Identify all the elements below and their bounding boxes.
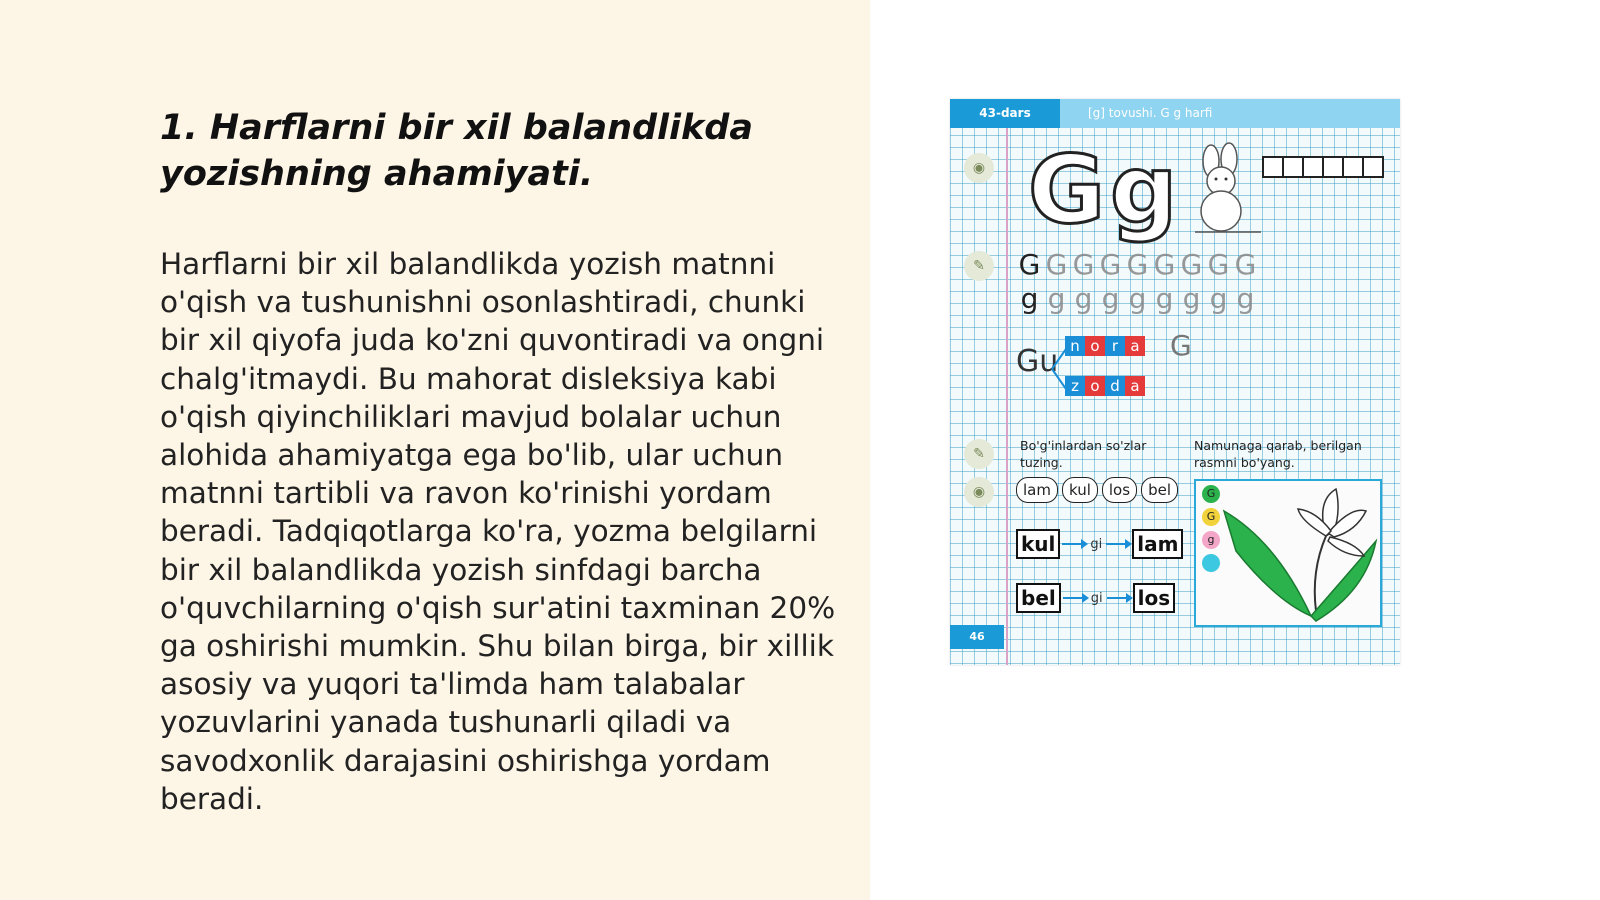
syllable-list <box>1016 477 1182 503</box>
letter-box <box>1282 156 1304 178</box>
color-dot-pink: g <box>1202 531 1220 549</box>
slide-body: Harflarni bir xil balandlikda yozish matnni o'qish va tushunishni osonlashtiradi, chunki bir xil qiyofa juda ko'zni quvontiradi va ongni chalg'itmaydi. Bu mahorat disleksiya kabi o'qish qiyinchiliklari mavjud bolalar uchun alohida ahamiyatga ega bo'lib, ular uchun matnni tartibli va ravon ko'rinishi yordam beradi. Tadqiqotlarga ko'ra, yozma belgilarni bir xil balandlikda yozish sinfdagi barcha o'quvchilarning o'qish sur'atini taxminan 20% ga oshirishi mumkin. Shu bilan birga, bir xillik asosiy va yuqori ta'limda ham talabalar yozuvlarini yanada tushunarli qiladi va savodxonlik darajasini oshirishga yordam beradi. <box>160 247 836 816</box>
bunny-illustration <box>1185 139 1265 239</box>
trace-letter: G <box>1207 248 1230 281</box>
trace-letter: G <box>1180 248 1203 281</box>
word-chain-1 <box>1016 529 1183 559</box>
trace-letter: G <box>1126 248 1149 281</box>
page-header <box>950 99 1400 128</box>
trace-row-lower <box>1016 283 1259 315</box>
word-box: bel <box>1016 583 1061 613</box>
trace-letter: g <box>1209 282 1228 315</box>
trace-letter: G <box>1153 248 1176 281</box>
trace-letter: G <box>1099 248 1122 281</box>
trace-letter: g <box>1155 282 1174 315</box>
trace-letter: g <box>1101 282 1120 315</box>
big-letter-upper: G <box>1028 136 1106 245</box>
word-chain-2 <box>1016 583 1175 613</box>
word-box: lam <box>1132 529 1183 559</box>
syllable-cell: o <box>1085 376 1105 396</box>
syllable-bubble: los <box>1102 477 1137 503</box>
page-number: 46 <box>950 625 1004 649</box>
workbook-page-image <box>950 99 1400 665</box>
pencil-icon: ✎ <box>964 251 994 281</box>
lesson-title: [g] tovushi. G g harfi <box>1088 106 1213 120</box>
syllable-cell: r <box>1105 336 1125 356</box>
gu-syllable: Gu <box>1016 344 1059 379</box>
flower-illustration <box>1216 481 1380 625</box>
trace-letter: G <box>1045 248 1068 281</box>
trace-row-upper <box>1016 249 1259 281</box>
syllable-cell: a <box>1125 336 1145 356</box>
instruction-make-words: Bo'g'inlardan so'zlar tuzing. <box>1020 438 1147 470</box>
letter-box <box>1262 156 1284 178</box>
color-dot-green: G <box>1202 485 1220 503</box>
trace-letter: g <box>1074 282 1093 315</box>
color-dot-yellow: G <box>1202 508 1220 526</box>
big-letter-lower: g <box>1110 136 1178 245</box>
g-letter: G <box>1170 329 1192 362</box>
syllable-cell: a <box>1125 376 1145 396</box>
trace-letter: g <box>1020 282 1039 315</box>
arrow-icon <box>1106 543 1130 545</box>
trace-letter: g <box>1128 282 1147 315</box>
eye-icon: ◉ <box>964 477 994 507</box>
word-box: kul <box>1016 529 1060 559</box>
letter-box <box>1362 156 1384 178</box>
syllable-cell: n <box>1065 336 1085 356</box>
syllable-bubble: kul <box>1062 477 1098 503</box>
syllable-row-zoda <box>1065 376 1145 396</box>
syllable-cell: z <box>1065 376 1085 396</box>
letter-boxes <box>1262 156 1382 178</box>
slide-title: 1. Harflarni bir xil balandlikda yozishning ahamiyati. <box>160 108 753 194</box>
trace-letter: g <box>1236 282 1255 315</box>
letter-box <box>1322 156 1344 178</box>
syllable-cell: d <box>1105 376 1125 396</box>
arrow-icon <box>1063 597 1087 599</box>
letter-box <box>1302 156 1324 178</box>
trace-letter: G <box>1018 248 1041 281</box>
coloring-picture <box>1194 479 1382 627</box>
arrow-icon <box>1107 597 1131 599</box>
lesson-tab: 43-dars <box>950 99 1060 128</box>
syllable-bubble: bel <box>1141 477 1178 503</box>
trace-letter: g <box>1182 282 1201 315</box>
syllable-cell: o <box>1085 336 1105 356</box>
trace-letter: G <box>1234 248 1257 281</box>
syllable-bubble: lam <box>1016 477 1058 503</box>
instruction-color-picture: Namunaga qarab, berilgan rasmni bo'yang. <box>1194 438 1362 470</box>
margin-line <box>1006 128 1008 665</box>
word-box: los <box>1133 583 1176 613</box>
connector-syllable: gi <box>1090 536 1103 552</box>
letter-box <box>1342 156 1364 178</box>
eye-icon: ◉ <box>964 153 994 183</box>
arrow-icon <box>1062 543 1086 545</box>
pencil-icon: ✎ <box>964 439 994 469</box>
syllable-row-nora <box>1065 336 1145 356</box>
connector-syllable: gi <box>1090 590 1103 606</box>
trace-letter: g <box>1047 282 1066 315</box>
trace-letter: G <box>1072 248 1095 281</box>
